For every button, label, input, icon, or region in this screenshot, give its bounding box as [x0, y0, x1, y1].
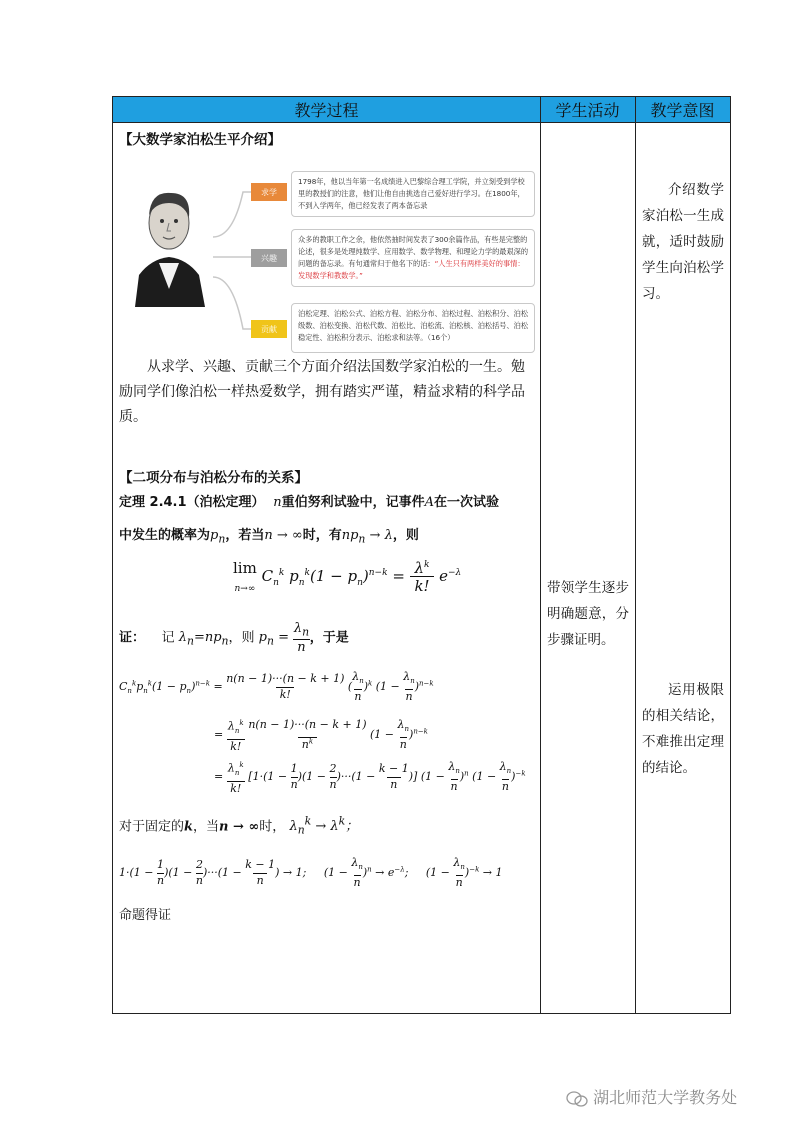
header-teaching-intent: 教学意图	[635, 97, 730, 123]
study-text: 1798年，他以当年第一名成绩进入巴黎综合理工学院，并立刻受到学校里的教授们的注意，他们让他自由挑选自己爱好进行学习。在1800年，不到入学两年，他已经发表了两本备忘录	[298, 177, 525, 210]
lesson-table	[112, 96, 731, 1014]
interest-text: 众多的教职工作之余，他依然抽时间发表了300余篇作品，有些是完整的论述，很多是处理纯数学、应用数学、数学物理、和理论力学的最艰深的问题的备忘录。有句通常归于他名下的话：	[298, 235, 529, 268]
watermark-text: 湖北师范大学教务处	[593, 1088, 738, 1107]
fixed-k-line	[119, 809, 537, 843]
proof-text-1: 记	[161, 630, 175, 646]
main-limit-formula: lim n→∞ $C_n^k$ $p_n^k(1 - p_n)^{n-k} = \frac{\lambda^k}{k!} e^{-\lambda}$	[233, 559, 462, 595]
math-n: n	[269, 495, 282, 510]
contribution-box	[291, 303, 535, 353]
derivation-line-3: = $\lambda_n^k$ k! [1·(1 − 1 n)(1 − 2 n)···(1 − k − 1 n )] ($1 - \lambda_n$ n)$^n$ ($1 - \lambda_n$ n)$^{-k}$	[214, 759, 526, 795]
math-lambda-n: $\lambda_n=np_n$	[178, 630, 229, 648]
fixed-k-text-3: 时，	[259, 819, 286, 835]
math-n-to-inf: n → ∞	[264, 528, 303, 543]
theorem-text-1: 重伯努利试验中，记事件	[281, 495, 425, 510]
bio-summary: 从求学、兴趣、贡献三个方面介绍法国数学家泊松的一生。勉励同学们像泊松一样热爱数学，拥有踏实严谨，精益求精的科学品质。	[119, 359, 525, 425]
theorem-text-3: 中发生的概率为	[119, 528, 211, 543]
interest-quote: “人生只有两样美好的事情：发现数学和教数学。”	[298, 259, 525, 280]
theorem-text-5: 时，有	[302, 528, 342, 543]
interest-box	[291, 229, 535, 287]
tag-interest: 兴趣	[251, 249, 287, 267]
derivation-line-2: = $\lambda_n^k$ k! n(n − 1)···(n − k + 1) $n^k$ ($1 - \lambda_n$ n)$^{n-k}$	[214, 717, 428, 753]
wechat-icon	[566, 1090, 588, 1108]
proof-label: 证：	[119, 630, 146, 646]
theorem-label: 定理 2.4.1（泊松定理）	[119, 495, 265, 510]
column-divider	[635, 97, 636, 1013]
fixed-k-text-1: 对于固定的	[119, 819, 185, 835]
watermark	[566, 1085, 737, 1108]
math-lambda-nk: $\lambda_n^k \to \lambda^k$；	[289, 815, 359, 837]
student-activity-text: 带领学生逐步明确题意，分步骤证明。	[547, 580, 629, 648]
math-k: k	[184, 819, 194, 835]
tag-contribution: 贡献	[251, 320, 287, 338]
header-teaching-process: 教学过程	[113, 97, 540, 123]
contribution-text: 泊松定理、泊松公式、泊松方程、泊松分布、泊松过程、泊松积分、泊松级数、泊松变换、泊松代数、泊松比、泊松流、泊松核、泊松括号、泊松稳定性、泊松积分表示、泊松求和法等。（16个）	[298, 309, 529, 342]
limit-results: 1·(1 − 1 n)(1 − 2 n)···(1 − k − 1 n ) → 1; ($1 - \lambda_n$ $n)^n \to e^{-\lambda}$; ($1 - \lambda_n$ n)$^{-k}$ → 1	[119, 856, 503, 890]
connector-lines	[213, 177, 253, 347]
math-n-inf-2: n → ∞	[219, 819, 260, 835]
math-npn-to-lambda: $np_n \to \lambda$	[341, 528, 393, 546]
section-title-poisson-bio: 【大数学家泊松生平介绍】	[119, 132, 281, 148]
theorem-statement	[119, 486, 537, 556]
section-title-binomial-poisson: 【二项分布与泊松分布的关系】	[119, 470, 308, 486]
proof-text-2: ，则	[228, 630, 255, 646]
intent-text-1: 介绍数学家泊松一生成就，适时鼓励学生向泊松学习。	[642, 182, 724, 302]
math-A: A	[424, 495, 434, 510]
derivation-line-1: $C_n^kp_n^k(1 - p_n)^{n-k} = n(n - 1)\cdot\cdot\cdot(n - k + 1)$ k! ($\lambda_n$ n)$^k$ ($1 - \lambda_n$ n)$^{n-k}$	[119, 670, 434, 704]
tag-study: 求学	[251, 183, 287, 201]
proof-text-3: ，于是	[309, 630, 349, 646]
column-divider	[540, 97, 541, 1013]
proof-line	[119, 621, 537, 655]
conclusion: 命题得证	[119, 908, 172, 923]
intent-text-2: 运用极限的相关结论，不难推出定理的结论。	[642, 682, 724, 776]
math-pn: $p_n$	[210, 528, 226, 546]
fixed-k-text-2: ，当	[193, 819, 220, 835]
theorem-text-6: ，则	[392, 528, 419, 543]
header-student-activity: 学生活动	[540, 97, 635, 123]
theorem-text-4: ，若当	[225, 528, 265, 543]
study-box	[291, 171, 535, 217]
poisson-portrait	[121, 177, 217, 307]
math-pn-equals: $p_n = \lambda_n$ n	[258, 621, 310, 655]
theorem-text-2: 在一次试验	[434, 495, 500, 510]
